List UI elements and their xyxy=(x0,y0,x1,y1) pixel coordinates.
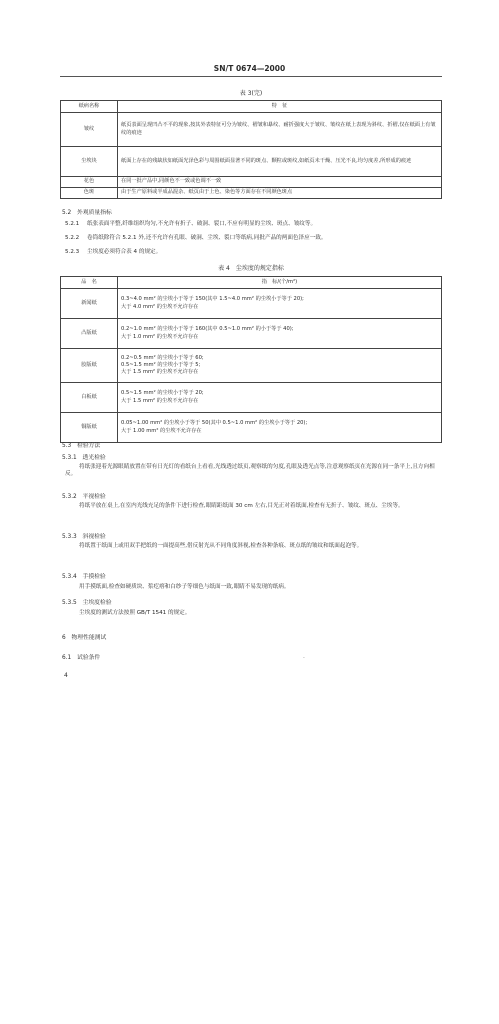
table3-desc-cell: 在同一批产品中,同颜色不一致或色调不一致 xyxy=(118,177,442,188)
table3-desc-cell: 纸页表面呈现凹凸不平的现象,按其外表特征可分为皱纹、褶皱和暴纹、耐折强度大于皱纹、皱纹在纸上表现为斜纹、折褶,仅在纸面上有皱纹的痕迹 xyxy=(118,113,442,147)
table3-desc-cell: 纸面上存在的残缺状如纸面光泽色彩与周围纸面显著不同的斑点、颗粒或斑纹,如纸页未干燥、压光不良,均匀度差,所形成的痕迹 xyxy=(118,147,442,177)
table-row xyxy=(61,147,442,177)
table4-spec-cell xyxy=(118,413,442,443)
table3-desc-cell: 由于生产原料或半成品混杂、纸页由于上色、染色等方面存在不同颜色斑点 xyxy=(118,188,442,199)
section-5-3-heading: 5.3 检验方法 xyxy=(62,443,101,449)
section-5-3-1-heading: 5.3.1 透光检验 xyxy=(62,455,106,461)
clause-number: 5.2.1 xyxy=(65,221,80,227)
stray-mark: · xyxy=(303,655,305,662)
table3-name-cell: 色斑 xyxy=(61,188,118,199)
page-number: 4 xyxy=(64,672,68,679)
clause-number: 5.2.2 xyxy=(65,235,80,241)
spec-line: 0.2~1.0 mm² 的尘埃小于等于 160(其中 0.5~1.0 mm² 的小于等于 40); xyxy=(121,326,294,333)
section-5-3-2-body: 将纸平放在桌上,在室内光线充足的条件下进行检查,眼睛距纸面 30 cm 左右,目光正对着纸面,检查有无折子、皱纹、斑点、尘埃等。 xyxy=(79,503,404,509)
section-6-1-heading: 6.1 试验条件 xyxy=(62,655,101,661)
table3 xyxy=(60,100,442,199)
table4-spec-cell xyxy=(118,289,442,319)
spec-line: 0.5~1.5 mm² 的尘埃小于等于 20; xyxy=(121,390,204,397)
table3-header-row xyxy=(61,101,442,113)
table4-spec-cell xyxy=(118,319,442,349)
section-5-3-1-body: 将纸张迎着光源眼睛放置在带有日光灯的看纸台上看看,光线透过纸页,观察纸的匀度,孔眼及透光点等,注意观察纸页在光源在同一条平上,且方向相反。 xyxy=(65,464,435,478)
spec-line: 大于 1.5 mm² 的尘埃不允许存在 xyxy=(121,397,199,404)
table3-name-cell: 尘埃块 xyxy=(61,147,118,177)
table-row xyxy=(61,188,442,199)
table-row xyxy=(61,383,442,413)
spec-line: 0.2~0.5 mm² 的尘埃小于等于 60; xyxy=(121,354,204,361)
table-row xyxy=(61,413,442,443)
section-5-3-2-heading: 5.3.2 平视检验 xyxy=(62,494,106,500)
spec-line: 大于 4.0 mm² 的尘埃不允许存在 xyxy=(121,303,199,310)
clause-number: 5.2.3 xyxy=(65,249,80,255)
table4-name-cell: 铜版纸 xyxy=(61,413,118,443)
document-header: SN/T 0674—2000 xyxy=(213,64,286,73)
table4-col1: 品 名 xyxy=(61,277,118,289)
section-5-3-5-body: 尘埃度的测试方法按照 GB/T 1541 的规定。 xyxy=(79,610,191,616)
table4-spec-cell xyxy=(118,349,442,383)
header-rule xyxy=(60,76,442,77)
section-5-2-1 xyxy=(65,221,443,228)
spec-line: 0.3~4.0 mm² 的尘埃小于等于 150(其中 1.5~4.0 mm² 的尘埃小于等于 20); xyxy=(121,296,304,303)
section-5-3-3-heading: 5.3.3 斜视检验 xyxy=(62,534,106,540)
spec-line: 大于 1.00 mm² 的尘埃不允许存在 xyxy=(121,427,202,434)
table4-header-row xyxy=(61,277,442,289)
table-row xyxy=(61,349,442,383)
section-5-2-2 xyxy=(65,235,443,242)
table-row xyxy=(61,177,442,188)
table3-col1: 纸病名称 xyxy=(61,101,118,113)
section-5-2-heading: 5.2 外观质量指标 xyxy=(62,210,112,216)
section-5-2-3 xyxy=(65,249,443,256)
table-row xyxy=(61,113,442,147)
table4-name-cell: 白板纸 xyxy=(61,383,118,413)
table4-spec-cell xyxy=(118,383,442,413)
spec-line: 大于 1.5 mm² 的尘埃不允许存在 xyxy=(121,369,199,376)
spec-line: 大于 1.0 mm² 的尘埃不允许存在 xyxy=(121,333,199,340)
table3-name-cell: 皱纹 xyxy=(61,113,118,147)
table3-caption: 表 3(完) xyxy=(239,90,263,97)
clause-text: 卷筒纸除符合 5.2.1 外,还不允许有孔眼、破洞、尘埃、裂口等纸病,同批产品的两面色泽应一致。 xyxy=(87,235,327,241)
table4 xyxy=(60,276,442,443)
section-5-3-3-body: 将纸置于纸面上或用双手把纸的一面提高些,借反射光从不同角度斜视,检查各种条痕、斑点纸的皱纹和纸面起泡等。 xyxy=(79,543,363,549)
spec-line: 0.05~1.00 mm² 的尘埃小于等于 50(其中 0.5~1.0 mm² 的尘埃小于等于 20); xyxy=(121,420,308,427)
table4-name-cell: 新闻纸 xyxy=(61,289,118,319)
table4-name-cell: 胶版纸 xyxy=(61,349,118,383)
section-5-3-5-heading: 5.3.5 尘埃度检验 xyxy=(62,600,112,606)
section-5-3-4-heading: 5.3.4 手摸检验 xyxy=(62,574,106,580)
table-row xyxy=(61,289,442,319)
table3-name-cell: 花色 xyxy=(61,177,118,188)
clause-text: 尘埃度必须符合表 4 的规定。 xyxy=(87,249,162,255)
section-5-3-4-body: 用手摸纸面,检查如硬质块、浆疙瘩和白纱子等细色与纸面一致,眼睛不易发现的纸病。 xyxy=(79,584,290,590)
spec-line: 0.5~1.5 mm² 的尘埃小于等于 5; xyxy=(121,361,201,368)
table4-col2: 指 标/(个/m²) xyxy=(118,277,442,289)
section-6-heading: 6 物理性能测试 xyxy=(62,635,107,641)
table4-name-cell: 凸版纸 xyxy=(61,319,118,349)
table-row xyxy=(61,319,442,349)
table3-col2: 特 征 xyxy=(118,101,442,113)
table4-caption: 表 4 尘埃度的规定指标 xyxy=(218,265,284,272)
clause-text: 纸张表面平整,纤维组织均匀,不允许有折子、破洞、裂口,不应有明显的尘埃、斑点、皱纹等。 xyxy=(87,221,317,227)
